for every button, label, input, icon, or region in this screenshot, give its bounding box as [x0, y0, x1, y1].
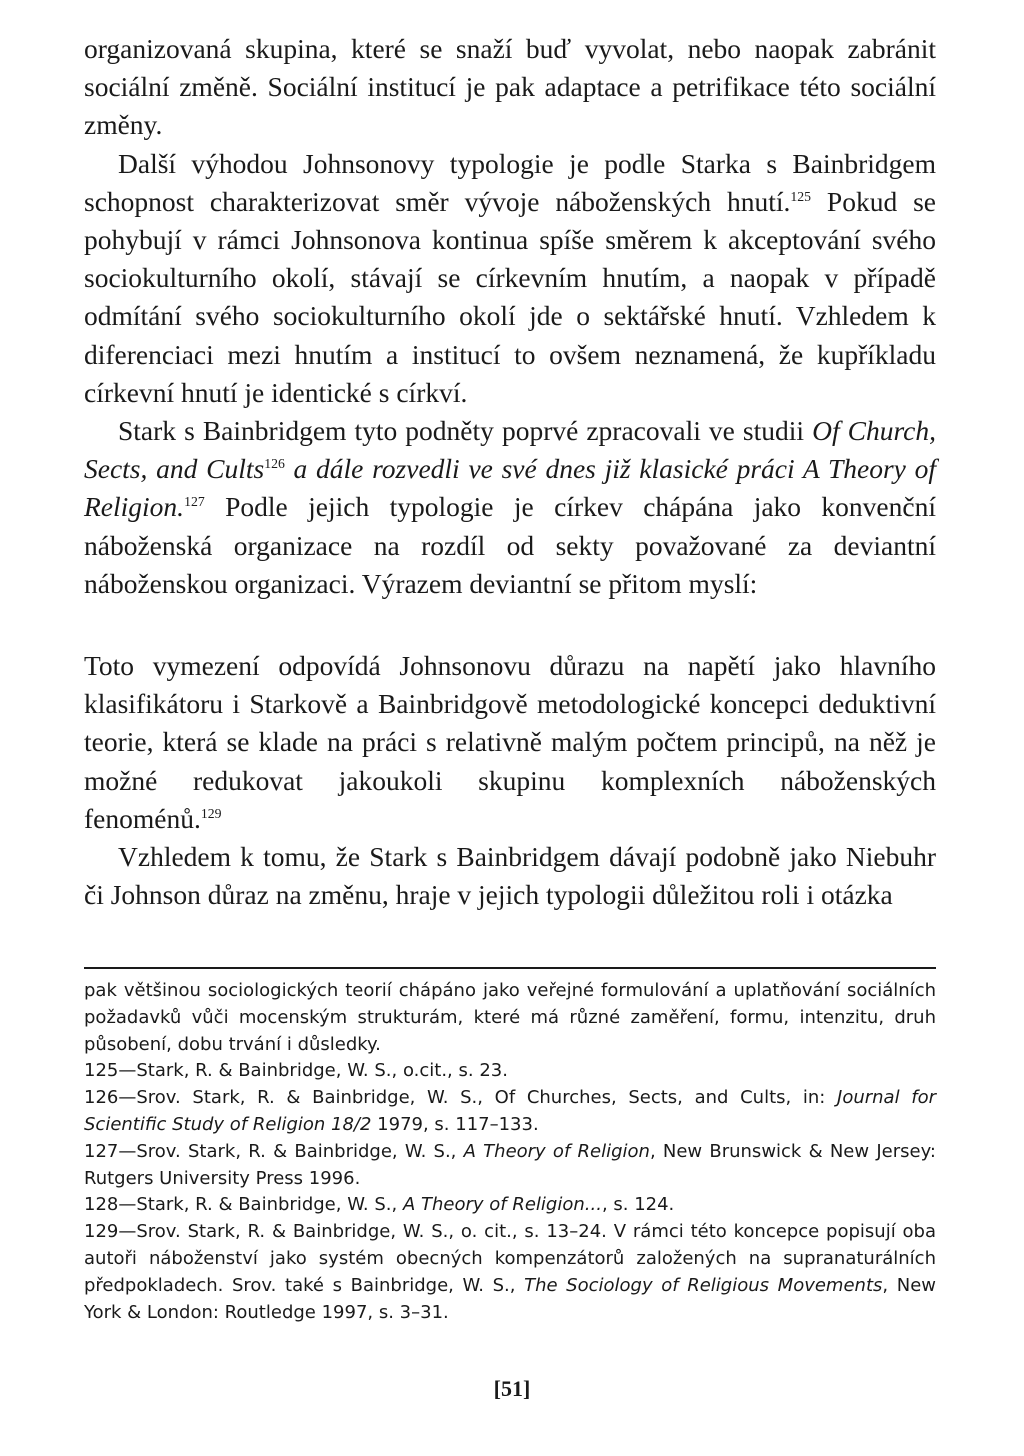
work-title-theory-of-religion: A Theory of Religion.: [84, 453, 936, 523]
footnote-128-title: A Theory of Religion...: [402, 1194, 602, 1216]
paragraph-5-text: Vzhledem k tomu, že Stark s Bainbridgem dávají podobně jako Niebuhr či Johnson důraz na změnu, hraje v jejich typologii důležitou roli i otázka: [84, 841, 936, 911]
footnote-ref-126[interactable]: 126: [264, 456, 285, 472]
paragraph-3: [84, 412, 936, 603]
footnote-ref-125[interactable]: 125: [790, 188, 812, 204]
footnote-128: [84, 1192, 936, 1219]
paragraph-3-text-b: a dále rozvedli ve své dnes již klasické práci: [284, 453, 803, 485]
work-title-of-church: Of Church, Sects, and Cults: [84, 415, 936, 485]
paragraph-1: [84, 30, 936, 145]
footnote-127-title: A Theory of Religion: [463, 1140, 650, 1162]
footnote-127-text-b: , New Brunswick & New Jersey: Rutgers University Press 1996.: [84, 1140, 936, 1189]
paragraph-2-text-a: Další výhodou Johnsonovy typologie je podle Starka s Bainbridgem schopnost charakterizovat směr vývoje náboženských hnutí.: [84, 147, 936, 217]
page-number: [51]: [493, 1376, 531, 1401]
footnote-129: [84, 1219, 936, 1326]
footnote-127-text-a: 127—Srov. Stark, R. & Bainbridge, W. S.,: [84, 1140, 464, 1162]
paragraph-2: [84, 145, 936, 412]
footnote-126-text-b: 1979, s. 117–133.: [371, 1113, 539, 1135]
paragraph-2-text-b: Pokud se pohybují v rámci Johnsonova kontinua spíše směrem k akceptování svého sociokulturního okolí, stávají se církevním hnutím, a naopak v případě odmítání svého sociokulturního okolí jde o sektářské hnutí. Vzhledem k diferenciaci mezi hnutím a institucí to ovšem neznamená, že kupříkladu církevní hnutí je identické s církví.: [84, 185, 936, 408]
footnote-125: 125—Stark, R. & Bainbridge, W. S., o.cit., s. 23.: [84, 1060, 508, 1082]
paragraph-5: [84, 838, 936, 914]
footnote-126-journal: Journal for Scientific Study of Religion 18/2: [84, 1087, 936, 1135]
main-text: [84, 30, 936, 914]
footnote-129-text-b: , New York & London: Routledge 1997, s. 3–31.: [84, 1274, 936, 1323]
paragraph-1-text: organizovaná skupina, které se snaží buď vyvolat, nebo naopak zabránit sociální změně. Sociální institucí je pak adaptace a petrifikace této sociální změny.: [84, 33, 936, 141]
footnote-128-text-b: , s. 124.: [601, 1194, 675, 1216]
footnote-129-title: The Sociology of Religious Movements: [524, 1274, 883, 1296]
footnotes: [84, 978, 936, 1326]
paragraph-4-text: Toto vymezení odpovídá Johnsonovu důrazu na napětí jako hlavního klasifikátoru i Starkově a Bainbridgově metodologické koncepci deduktivní teorie, která se klade na práci s relativně malým počtem principů, na něž je možné redukovat jakoukoli skupinu komplexních náboženských fenoménů.: [84, 650, 936, 834]
footnote-127: [84, 1139, 936, 1193]
footnote-126: [84, 1085, 936, 1139]
footnote-ref-127[interactable]: 127: [184, 494, 205, 510]
footnote-ref-129[interactable]: 129: [200, 805, 222, 821]
footnote-128-text-a: 128—Stark, R. & Bainbridge, W. S.,: [84, 1194, 403, 1216]
footnote-continuation: pak většinou sociologických teorií chápáno jako veřejné formulování a uplatňování sociálních požadavků vůči mocenským strukturám, které má různé zaměření, formu, intenzitu, druh působení, dobu trvání i důsledky.: [84, 980, 936, 1055]
footnote-126-text-a: 126—Srov. Stark, R. & Bainbridge, W. S., Of Churches, Sects, and Cults, in:: [84, 1087, 838, 1109]
footnote-129-text-a: 129—Srov. Stark, R. & Bainbridge, W. S., o. cit., s. 13–24. V rámci této koncepce popisují oba autoři náboženství jako systém obecných kompenzátorů založených na supranaturálních předpokladech. Srov. také s Bainbridge, W. S.,: [84, 1221, 936, 1296]
paragraph-3-text-a: Stark s Bainbridgem tyto podněty poprvé zpracovali ve studii: [118, 415, 813, 447]
paragraph-4: [84, 647, 936, 838]
paragraph-3-text-c: Podle jejich typologie je církev chápána jako konvenční náboženská organizace na rozdíl od sekty považované za deviantní náboženskou organizaci. Výrazem deviantní se přitom myslí:: [84, 491, 936, 599]
footnote-separator: [84, 967, 936, 969]
